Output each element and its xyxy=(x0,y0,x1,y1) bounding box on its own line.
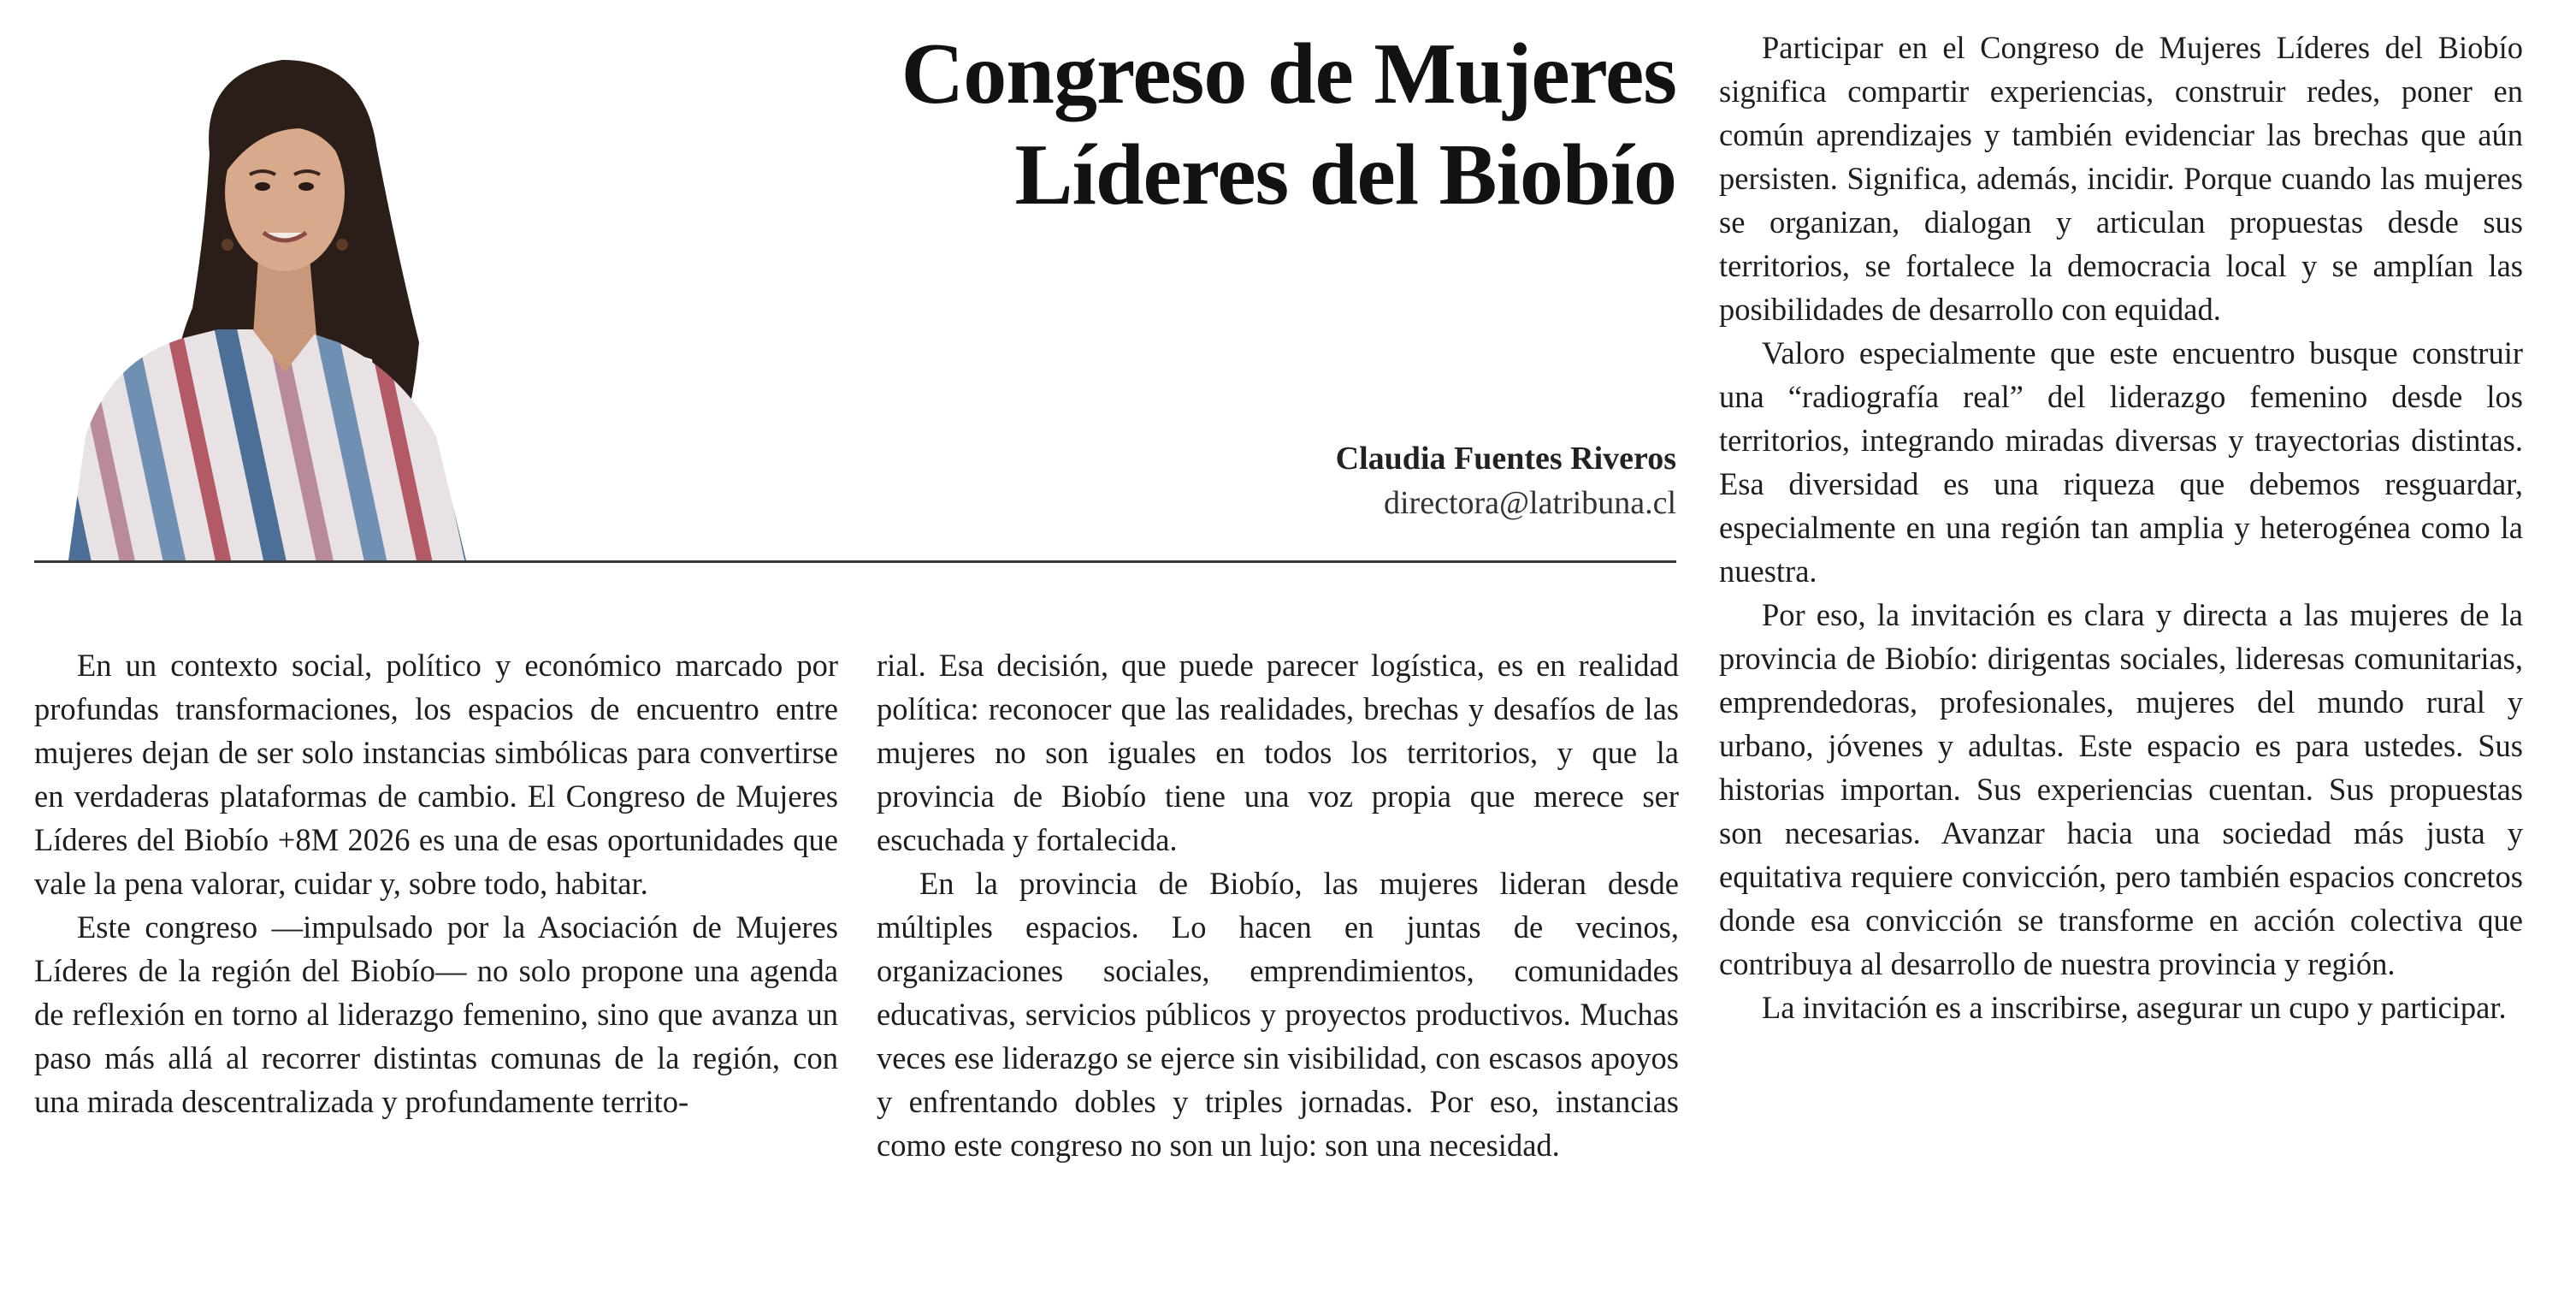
author-email: directora@latribuna.cl xyxy=(1384,485,1676,521)
title-line-2: Líderes del Biobío xyxy=(1014,127,1676,223)
paragraph: Por eso, la invitación es clara y directa a las mujeres de la provincia de Biobío: dirigentas sociales, lideresas comunitarias, emprendedoras, profesionales, mujeres del mundo rural y urbano, jóvenes y adultas. Este espacio es para ustedes. Sus historias importan. Sus experiencias cuentan. Sus propuestas son necesarias. Avanzar hacia una sociedad más justa y equitativa requiere convicción, pero también espacios concretos donde esa convicción se transforme en acción colectiva que contribuya al desarrollo de nuestra provincia y región. xyxy=(1719,597,2523,981)
author-name: Claudia Fuentes Riveros xyxy=(1335,441,1676,477)
text-column-1 xyxy=(34,643,838,1123)
paragraph: En un contexto social, político y económico marcado por profundas transformaciones, los espacios de encuentro entre mujeres dejan de ser solo instancias simbólicas para convertirse en verdaderas plataformas de cambio. El Congreso de Mujeres Líderes del Biobío +8M 2026 es una de esas oportunidades que vale la pena valorar, cuidar y, sobre todo, habitar. xyxy=(34,648,838,901)
text-column-2 xyxy=(877,643,1679,1167)
article-title xyxy=(787,24,1676,226)
paragraph: En la provincia de Biobío, las mujeres lideran desde múltiples espacios. Lo hacen en juntas de vecinos, organizaciones sociales, emprendimientos, comunidades educativas, servicios públicos y proyectos productivos. Muchas veces ese liderazgo se ejerce sin visibilidad, con escasos apoyos y enfrentando dobles y triples jornadas. Por eso, instancias como este congreso no son un lujo: son una necesidad. xyxy=(877,866,1679,1163)
author-photo xyxy=(34,34,496,560)
paragraph: La invitación es a inscribirse, asegurar un cupo y participar. xyxy=(1762,990,2507,1025)
paragraph: Participar en el Congreso de Mujeres Líderes del Biobío significa compartir experiencias, construir redes, poner en común aprendizajes y también evidenciar las brechas que aún persisten. Significa, además, incidir. Porque cuando las mujeres se organizan, dialogan y articulan propuestas desde sus territorios, se fortalece la democracia local y se amplían las posibilidades de desarrollo con equidad. xyxy=(1719,30,2523,327)
paragraph: Valoro especialmente que este encuentro busque construir una “radiografía real” del liderazgo femenino desde los territorios, integrando miradas diversas y trayectorias distintas. Esa diversidad es una riqueza que debemos resguardar, especialmente en una región tan amplia y heterogénea como la nuestra. xyxy=(1719,335,2523,589)
title-line-1: Congreso de Mujeres xyxy=(901,26,1676,122)
byline xyxy=(1336,436,1676,525)
header-divider xyxy=(34,560,1676,563)
paragraph: rial. Esa decisión, que puede parecer logística, es en realidad política: reconocer que las realidades, brechas y desafíos de las mujeres no son iguales en todos los territorios, y que la provincia de Biobío tiene una voz propia que merece ser escuchada y fortalecida. xyxy=(877,648,1679,857)
paragraph: Este congreso —impulsado por la Asociación de Mujeres Líderes de la región del Biobío— no solo propone una agenda de reflexión en torno al liderazgo femenino, sino que avanza un paso más allá al recorrer distintas comunas de la región, con una mirada descentralizada y profundamente territo- xyxy=(34,909,838,1119)
text-column-3 xyxy=(1719,26,2523,1029)
